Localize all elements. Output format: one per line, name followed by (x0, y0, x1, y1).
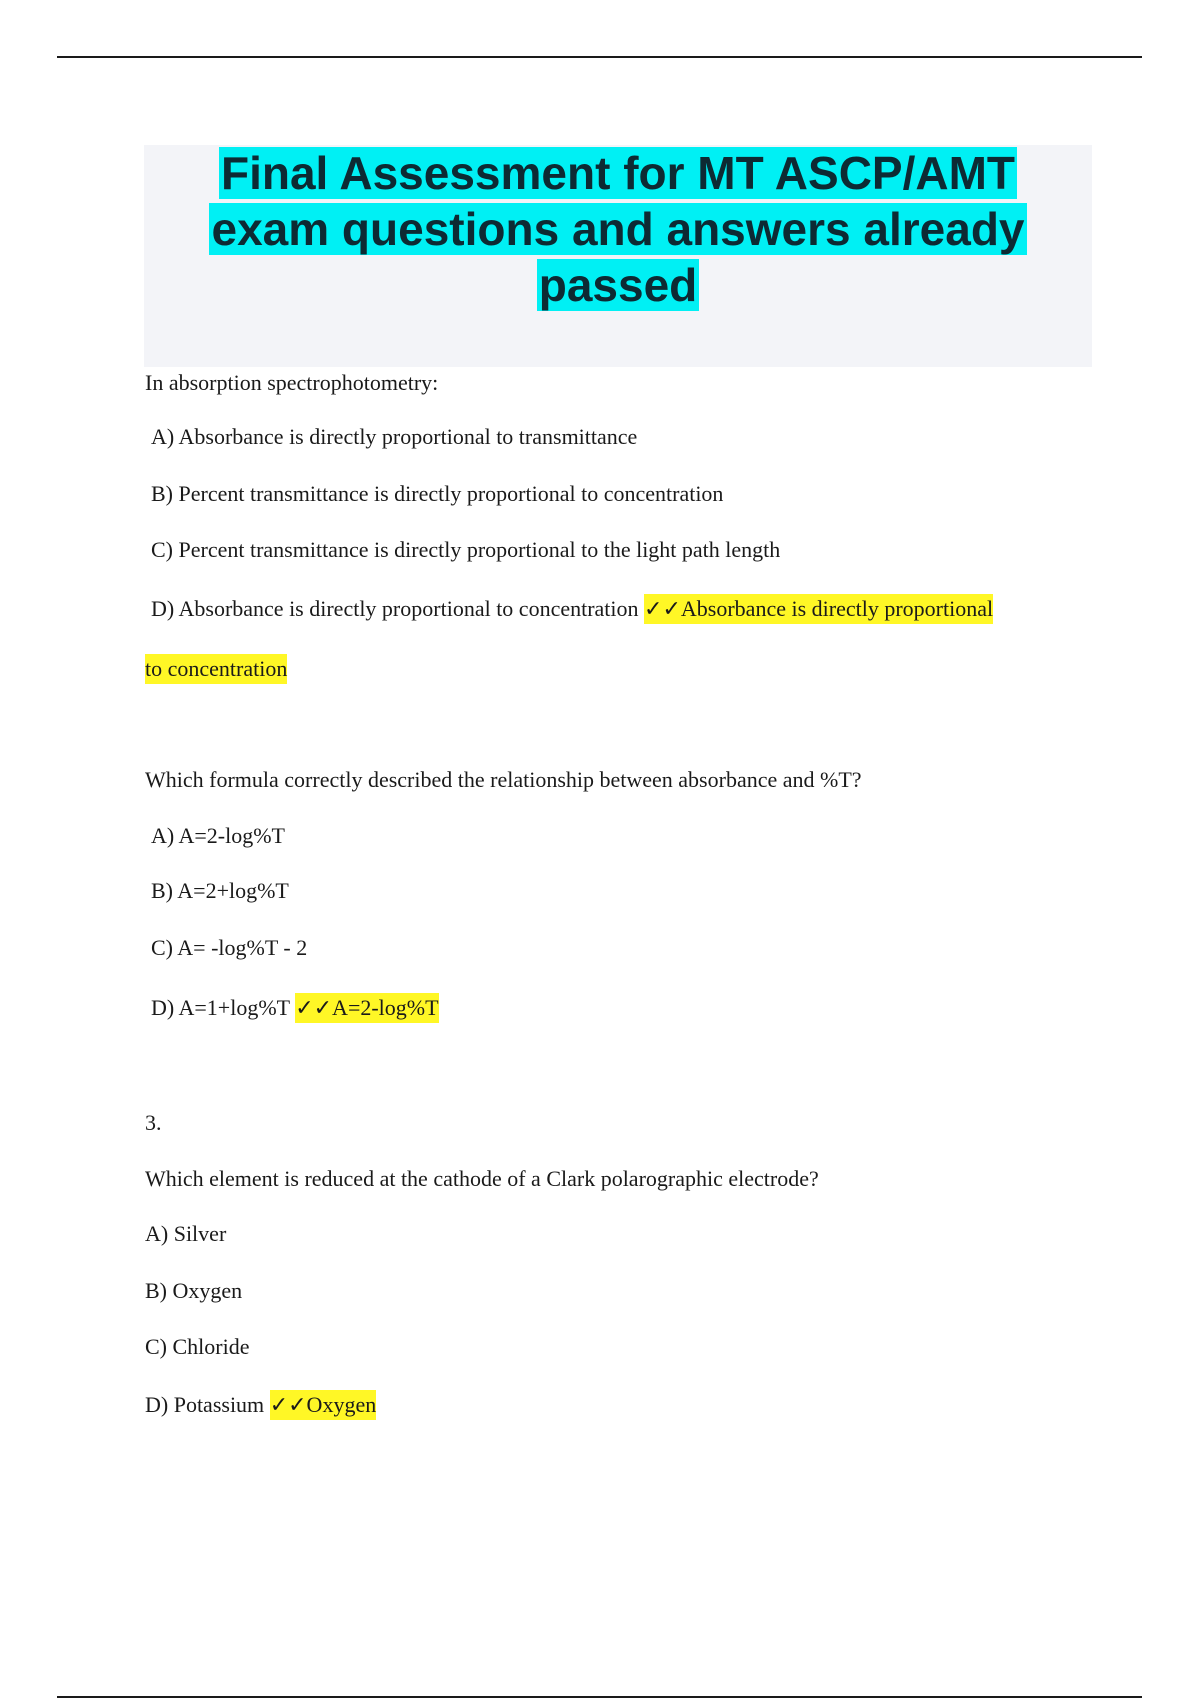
question-3-stem: Which element is reduced at the cathode of a Clark polarographic electrode? (145, 1166, 819, 1191)
question-3-option-d: D) Potassium (145, 1392, 265, 1417)
question-1-option-d-row (151, 596, 993, 622)
title-line-3: passed (538, 259, 698, 311)
question-1-answer-line-2: to concentration (145, 654, 287, 684)
title-line-2: exam questions and answers already (211, 203, 1025, 255)
document-title (178, 145, 1058, 313)
question-1-answer-continued (145, 656, 287, 682)
question-1-option-a: A) Absorbance is directly proportional to transmittance (151, 424, 638, 449)
question-1-option-d: D) Absorbance is directly proportional to concentration (151, 596, 639, 621)
question-3-option-c: C) Chloride (145, 1334, 250, 1359)
title-banner (144, 145, 1092, 367)
question-2-option-d: D) A=1+log%T (151, 995, 290, 1020)
question-1-option-c: C) Percent transmittance is directly proportional to the light path length (151, 537, 781, 562)
question-2-stem: Which formula correctly described the relationship between absorbance and %T? (145, 767, 862, 792)
question-3-option-d-row (145, 1392, 376, 1418)
bottom-rule (57, 1696, 1142, 1698)
question-2-option-d-row (151, 995, 439, 1021)
question-3-answer: ✓✓Oxygen (270, 1390, 377, 1420)
question-1-stem: In absorption spectrophotometry: (145, 370, 439, 395)
question-3-number: 3. (145, 1110, 162, 1135)
question-1-answer: ✓✓Absorbance is directly proportional (644, 594, 993, 624)
question-2-option-b: B) A=2+log%T (151, 878, 289, 903)
title-line-1: Final Assessment for MT ASCP/AMT (220, 147, 1016, 199)
question-3-option-a: A) Silver (145, 1221, 227, 1246)
question-2-option-a: A) A=2-log%T (151, 823, 285, 848)
top-rule (57, 56, 1142, 58)
question-3-option-b: B) Oxygen (145, 1278, 243, 1303)
question-1-option-b: B) Percent transmittance is directly proportional to concentration (151, 481, 724, 506)
question-2-option-c: C) A= -log%T - 2 (151, 935, 308, 960)
question-2-answer: ✓✓A=2-log%T (295, 993, 438, 1023)
